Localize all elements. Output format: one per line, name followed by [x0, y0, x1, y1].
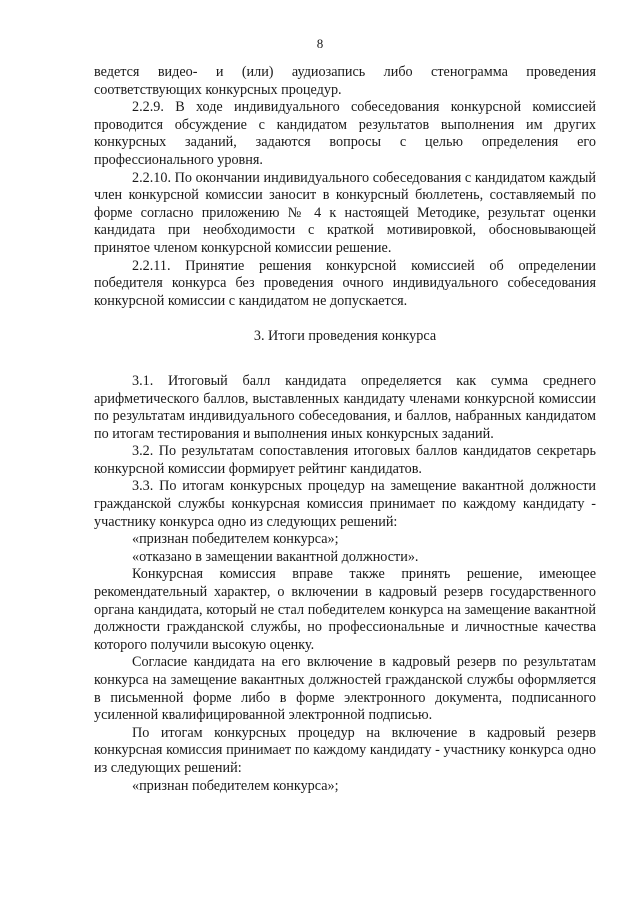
paragraph-2-2-10: 2.2.10. По окончании индивидуального собеседования с кандидатом каждый член конкурсной комиссии заносит в конкурсный бюллетень, составляемый по форме согласно приложению № 4 к настоящей Методике, результат оценки кандидата при необходимости с краткой мотивировкой, обосновывающей принятое членом конкурсной комиссии решение. — [94, 169, 596, 256]
paragraph-3-1: 3.1. Итоговый балл кандидата определяется как сумма среднего арифметического баллов, выставленных кандидату членами конкурсной комиссии по результатам индивидуального собеседования, и баллов, набранных кандидатом по итогам тестирования и выполнения иных конкурсных заданий. — [94, 372, 596, 442]
page-number: 8 — [316, 36, 324, 51]
paragraph-reserve-decisions: По итогам конкурсных процедур на включение в кадровый резерв конкурсная комиссия принимает по каждому кандидату - участнику конкурса одно из следующих решений: — [94, 724, 596, 776]
paragraph-continuation: ведется видео- и (или) аудиозапись либо стенограмма проведения соответствующих конкурсных процедур. — [94, 64, 596, 98]
decision-option-winner-reserve: «признан победителем конкурса»; — [132, 777, 339, 794]
section-heading: 3. Итоги проведения конкурса — [253, 328, 437, 345]
paragraph-2-2-9: 2.2.9. В ходе индивидуального собеседования конкурсной комиссией проводится обсуждение с кандидатом результатов выполнения им других конкурсных заданий, задаются вопросы с целью определения его профессионального уровня. — [94, 99, 596, 168]
document-body — [94, 64, 596, 795]
decision-option-winner: «признан победителем конкурса»; — [132, 531, 339, 548]
decision-option-refused: «отказано в замещении вакантной должности». — [132, 548, 419, 565]
paragraph-3-3: 3.3. По итогам конкурсных процедур на замещение вакантной должности гражданской службы конкурсная комиссия принимает по каждому кандидату - участнику конкурса одно из следующих решений: — [94, 478, 596, 530]
paragraph-2-2-11: 2.2.11. Принятие решения конкурсной комиссией об определении победителя конкурса без проведения очного индивидуального собеседования конкурсной комиссии с кандидатом не допускается. — [94, 257, 596, 309]
paragraph-candidate-consent: Согласие кандидата на его включение в кадровый резерв по результатам конкурса на замещение вакантных должностей гражданской службы оформляется в письменной форме либо в форме электронного документа, подписанного усиленной квалифицированной электронной подписью. — [94, 654, 596, 724]
paragraph-3-2: 3.2. По результатам сопоставления итоговых баллов кандидатов секретарь конкурсной комиссии формирует рейтинг кандидатов. — [94, 443, 596, 477]
paragraph-reserve-recommendation: Конкурсная комиссия вправе также принять решение, имеющее рекомендательный характер, о включении в кадровый резерв государственного органа кандидата, который не стал победителем конкурса на замещение вакантной должности гражданской службы, но профессиональные и личностные качества которого получили высокую оценку. — [94, 566, 596, 653]
